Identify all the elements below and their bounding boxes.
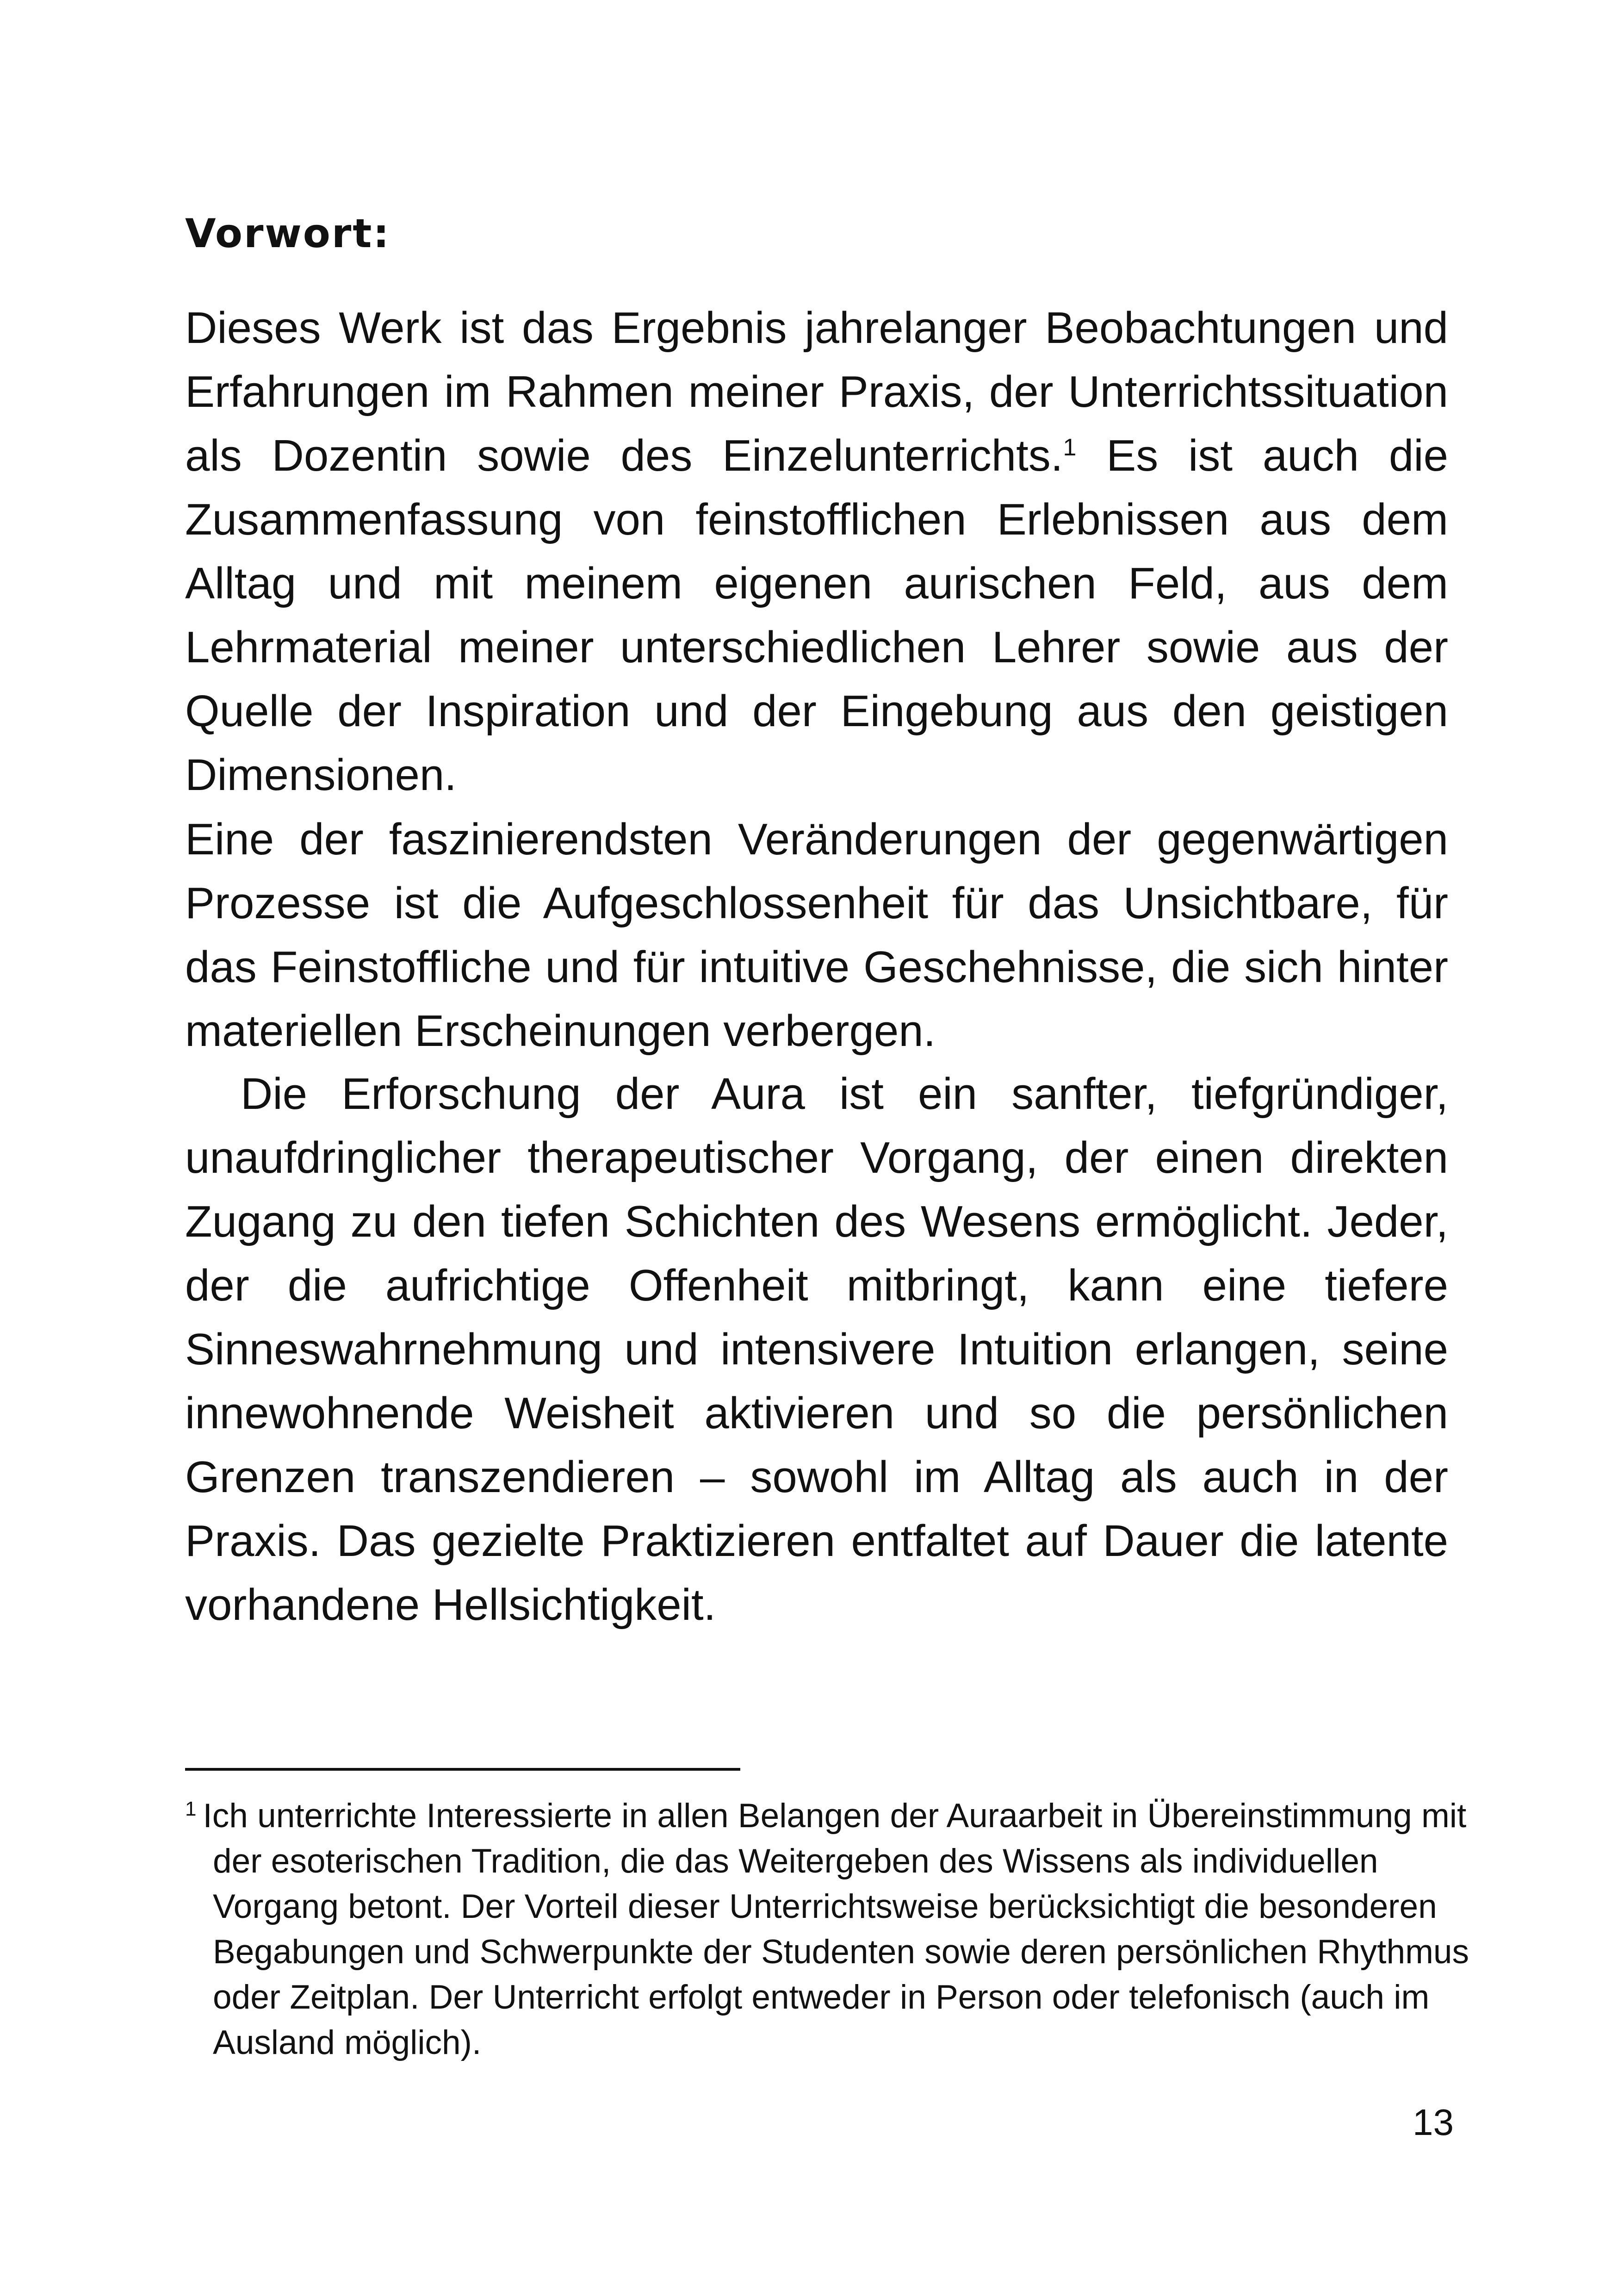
footnote-marker: 1	[185, 1797, 197, 1820]
paragraph-2: Eine der faszinierendsten Veränderungen der gegenwärtigen Prozesse ist die Aufgeschlossenheit für das Unsichtbare, für das Feinstoffliche und für intuitive Geschehnisse, die sich hinter materiellen Erscheinungen verbergen.	[185, 815, 1448, 1056]
footnote-reference: 1	[1063, 434, 1077, 461]
page-number: 13	[1413, 2102, 1454, 2143]
footnote-separator	[185, 1768, 740, 1771]
paragraph-3: Die Erforschung der Aura ist ein sanfter, tiefgründiger, unaufdringlicher therapeutischer Vorgang, der einen direkten Zugang zu den tiefen Schichten des Wesens ermöglicht. Jeder, der die aufrichtige Offenheit mitbringt, kann eine tiefere Sinneswahrnehmung und intensivere Intuition erlangen, seine innewohnende Weisheit aktivieren und so die persönlichen Grenzen transzendieren – sowohl im Alltag als auch in der Praxis. Das gezielte Praktizieren entfaltet auf Dauer die latente vorhandene Hellsichtigkeit.	[185, 1069, 1448, 1630]
footnote-text: Ich unterrichte Interessierte in allen Belangen der Auraarbeit in Übereinstimmung mit der esoterischen Tradition, die das Weitergeben des Wissens als individuellen Vorgang betont. Der Vorteil dieser Unterrichtsweise berücksichtigt die besonderen Begabungen und Schwerpunkte der Studenten sowie deren persönlichen Rhythmus oder Zeitplan. Der Unterricht erfolgt entweder in Person oder telefonisch (auch im Ausland möglich).	[203, 1797, 1469, 2061]
page-heading: Vorwort:	[185, 211, 391, 257]
footnote	[185, 1793, 1471, 2066]
paragraph-1	[185, 296, 1448, 807]
paragraph-1-text-a: Dieses Werk ist das Ergebnis jahrelanger Beobachtungen und Erfahrungen im Rahmen meiner Praxis, der Unterrichtssituation als Dozentin sowie des Einzelunterrichts.	[185, 303, 1448, 480]
paragraph-1-text-b: Es ist auch die Zusammenfassung von feinstofflichen Erlebnissen aus dem Alltag und mit meinem eigenen aurischen Feld, aus dem Lehrmaterial meiner unterschiedlichen Lehrer sowie aus der Quelle der Inspiration und der Eingebung aus den geistigen Dimensionen.	[185, 431, 1448, 800]
